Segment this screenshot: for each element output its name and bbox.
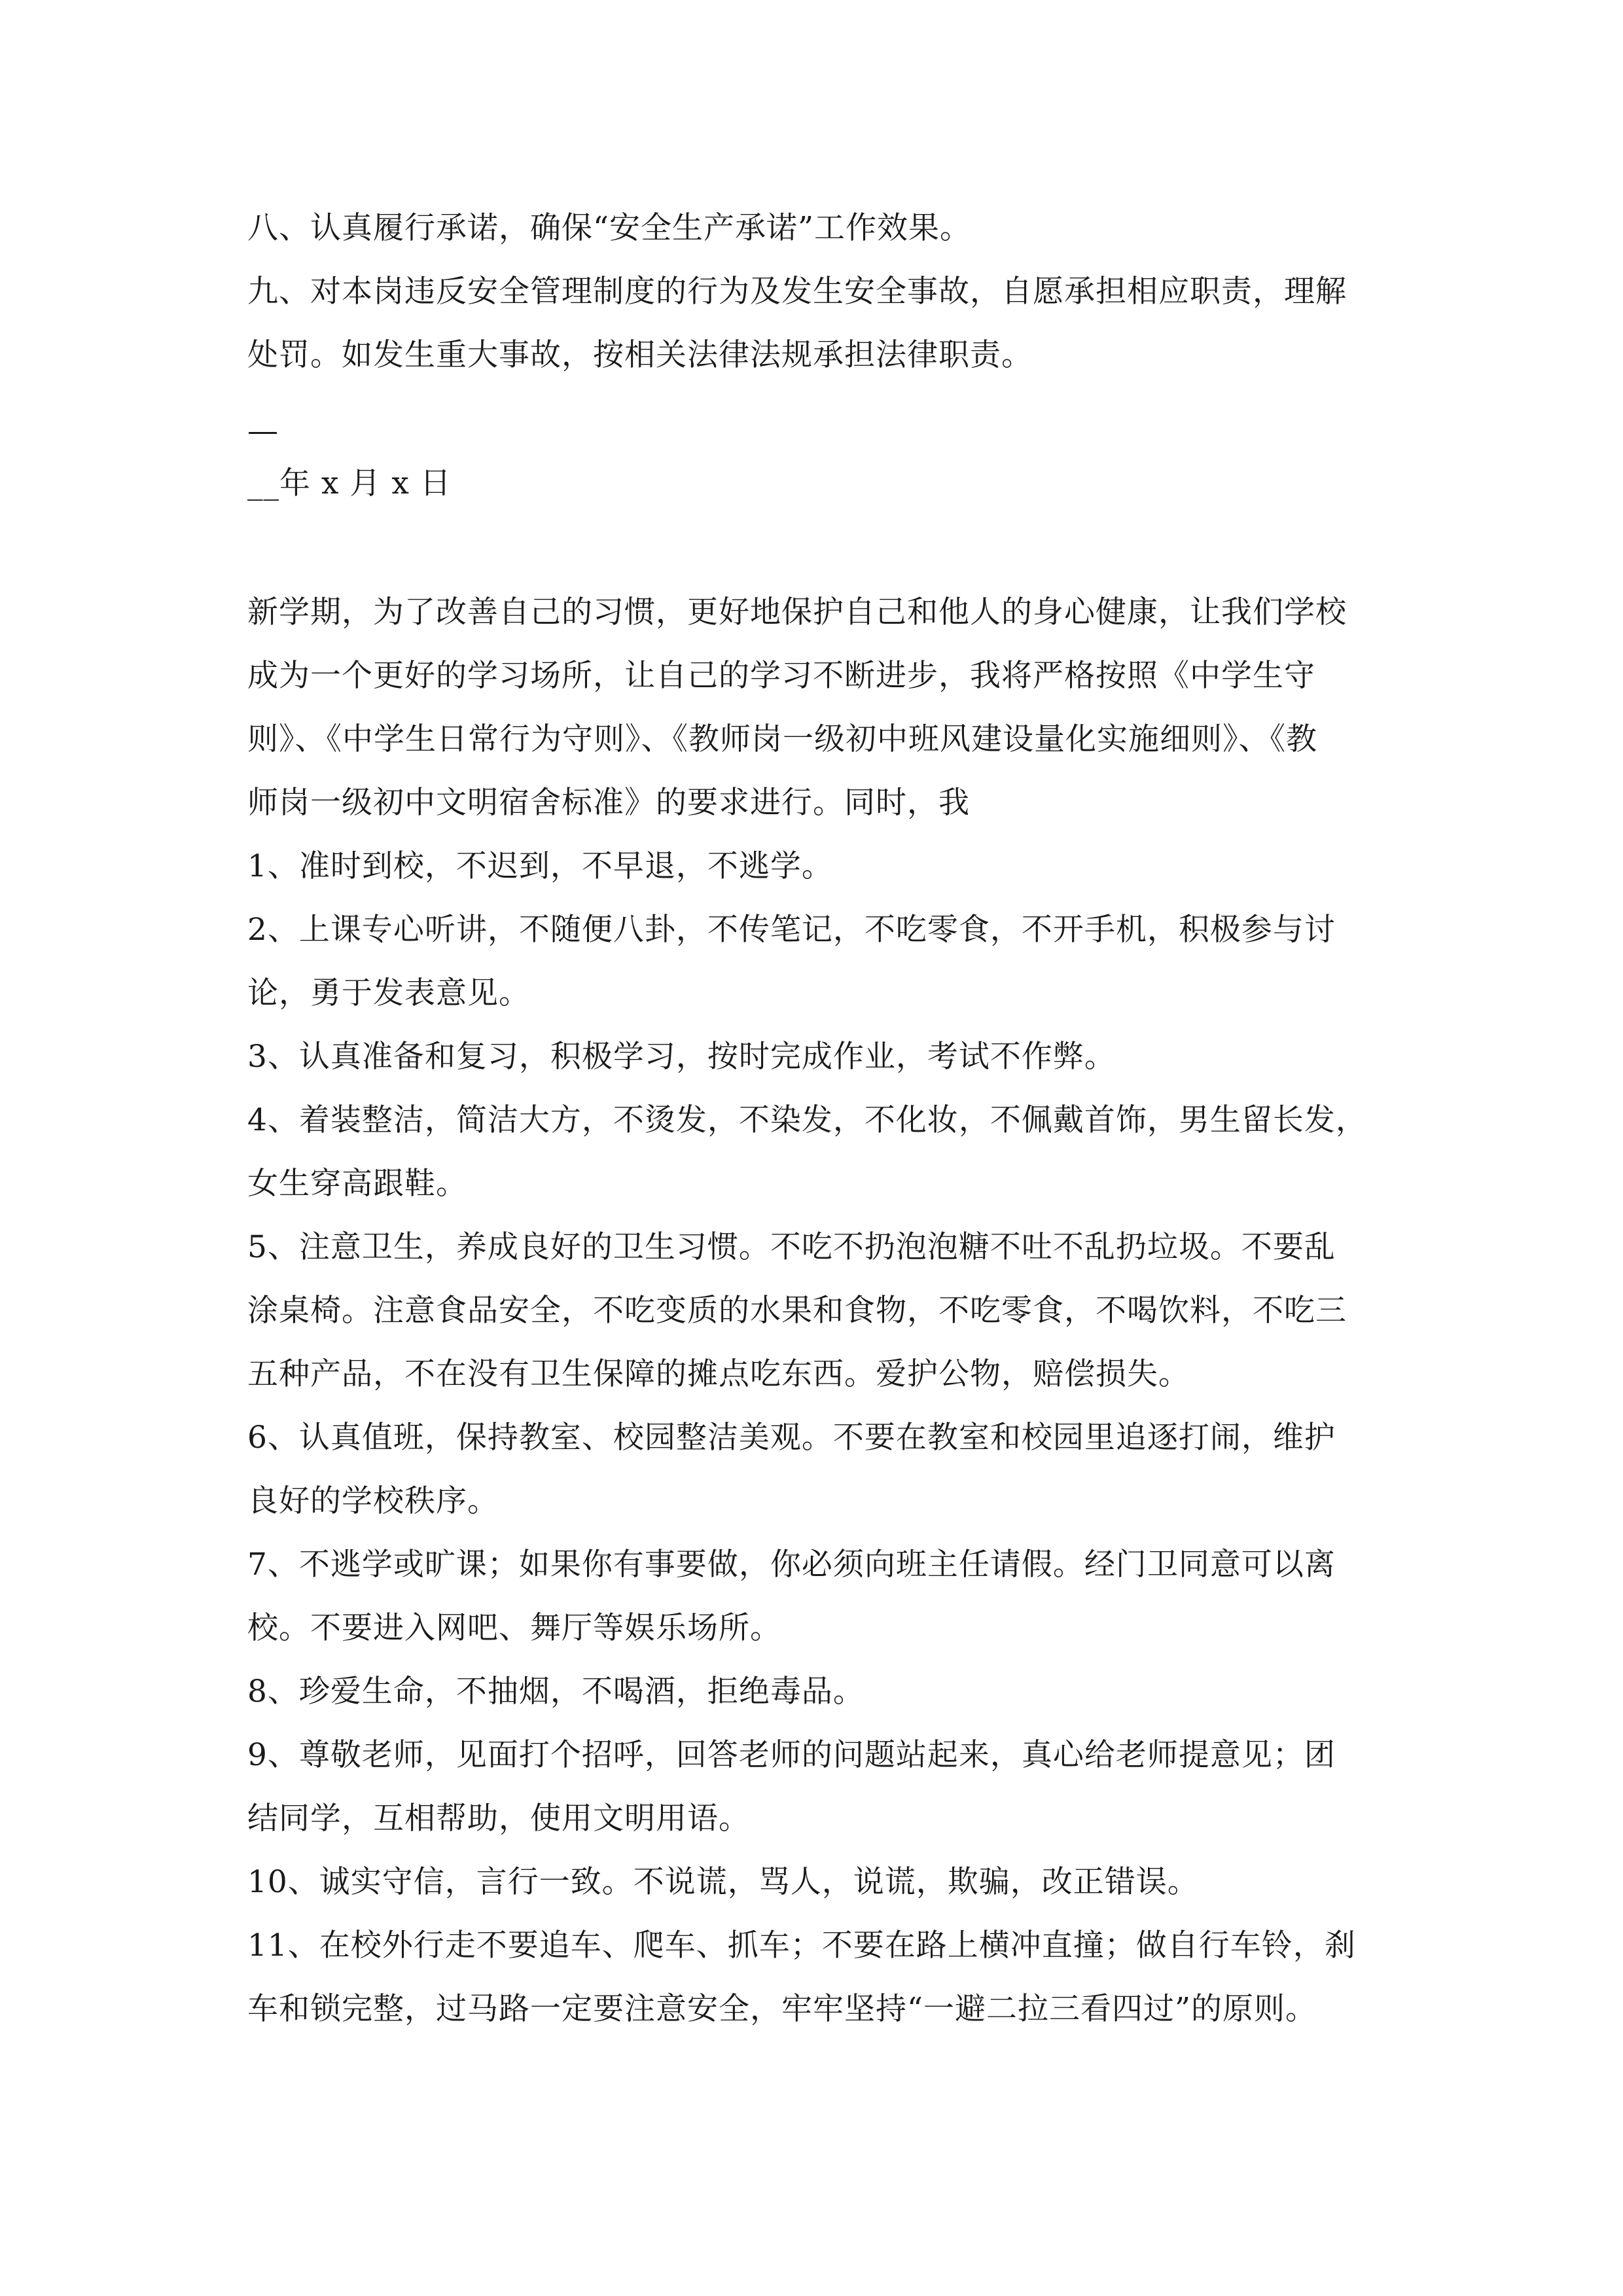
text-line: 校。不要进入网吧、舞厅等娱乐场所。 <box>247 1610 781 1646</box>
text-line: 师岗一级初中文明宿舍标准》的要求进行。同时，我 <box>247 785 970 821</box>
text-line: 成为一个更好的学习场所，让自己的学习不断进步，我将严格按照《中学生守 <box>247 658 1315 694</box>
signature-dash: — <box>247 413 279 449</box>
text-line: 8、珍爱生命，不抽烟，不喝酒，拒绝毒品。 <box>247 1674 865 1710</box>
text-line: 11、在校外行走不要追车、爬车、抓车；不要在路上横冲直撞；做自行车铃，刹 <box>247 1928 1356 1964</box>
text-line: 4、着装整洁，简洁大方，不烫发，不染发，不化妆，不佩戴首饰，男生留长发， <box>247 1102 1367 1138</box>
text-line: 新学期，为了改善自己的习惯，更好地保护自己和他人的身心健康，让我们学校 <box>247 594 1347 630</box>
text-line: 6、认真值班，保持教室、校园整洁美观。不要在教室和校园里追逐打闹，维护 <box>247 1420 1336 1456</box>
text-line: 5、注意卫生，养成良好的卫生习惯。不吃不扔泡泡糖不吐不乱扔垃圾。不要乱 <box>247 1229 1336 1265</box>
pledge-section <box>247 581 1386 2041</box>
date-line <box>247 452 1386 515</box>
text-line: 7、不逃学或旷课；如果你有事要做，你必须向班主任请假。经门卫同意可以离 <box>247 1547 1336 1583</box>
commitment-section <box>247 196 1386 387</box>
text-line: 论，勇于发表意见。 <box>247 975 530 1011</box>
text-line: 涂桌椅。注意食品安全，不吃变质的水果和食物，不吃零食，不喝饮料，不吃三 <box>247 1293 1347 1329</box>
date-text: __年 x 月 x 日 <box>247 465 452 501</box>
text-line: 女生穿高跟鞋。 <box>247 1166 467 1202</box>
text-line: 车和锁完整，过马路一定要注意安全，牢牢坚持“一避二拉三看四过”的原则。 <box>247 1991 1317 2027</box>
text-line: 9、尊敬老师，见面打个招呼，回答老师的问题站起来，真心给老师提意见；团 <box>247 1737 1336 1773</box>
text-line: 结同学，互相帮助，使用文明用语。 <box>247 1801 750 1837</box>
text-line: 3、认真准备和复习，积极学习，按时完成作业，考试不作弊。 <box>247 1039 1116 1075</box>
text-line: 10、诚实守信，言行一致。不说谎，骂人，说谎，欺骗，改正错误。 <box>247 1864 1199 1900</box>
text-line: 良好的学校秩序。 <box>247 1483 499 1519</box>
text-line: 1、准时到校，不迟到，不早退，不逃学。 <box>247 848 833 884</box>
text-line: 八、认真履行承诺，确保“安全生产承诺”工作效果。 <box>247 210 972 246</box>
text-line: 处罚。如发生重大事故，按相关法律法规承担法律职责。 <box>247 337 1033 373</box>
text-line: 2、上课专心听讲，不随便八卦，不传笔记，不吃零食，不开手机，积极参与讨 <box>247 912 1336 948</box>
text-line: 五种产品，不在没有卫生保障的摊点吃东西。爱护公物，赔偿损失。 <box>247 1356 1190 1392</box>
text-line: 九、对本岗违反安全管理制度的行为及发生安全事故，自愿承担相应职责，理解 <box>247 274 1347 310</box>
text-line: 则》、《中学生日常行为守则》、《教师岗一级初中班风建设量化实施细则》、《教 <box>247 721 1317 757</box>
